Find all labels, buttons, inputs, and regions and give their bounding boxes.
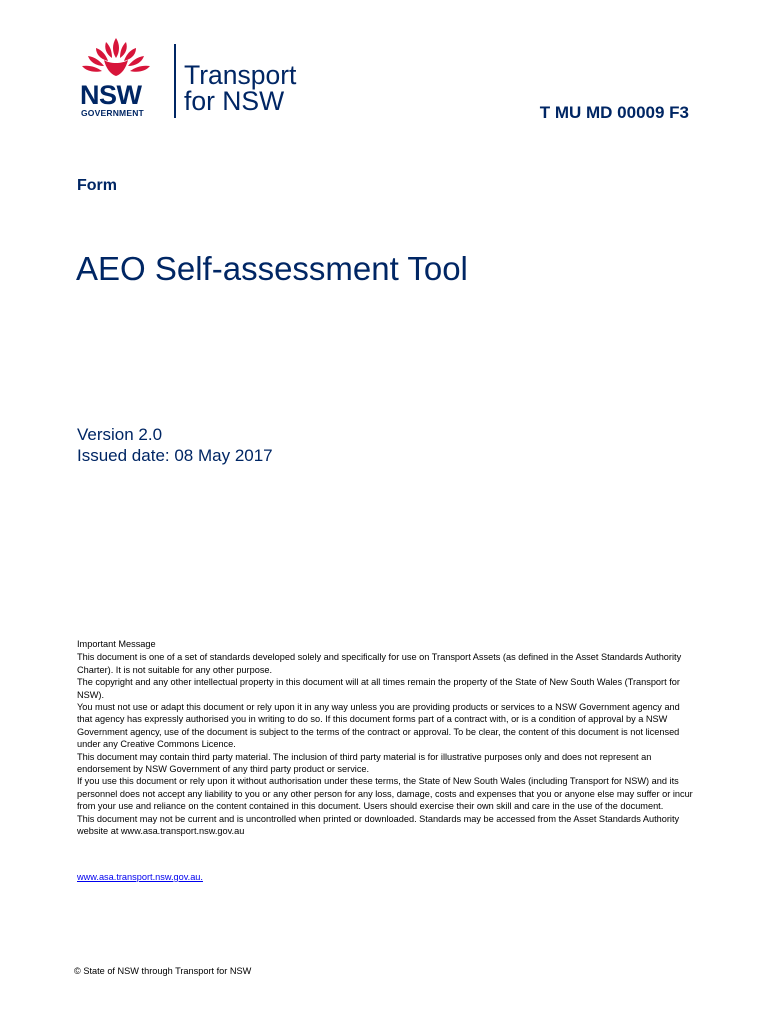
logo-government-text: GOVERNMENT [81,108,144,118]
version-text: Version 2.0 [77,425,163,444]
asa-website-link[interactable]: www.asa.transport.nsw.gov.au. [77,872,203,882]
document-code: T MU MD 00009 F3 [539,103,689,122]
document-meta [77,424,273,466]
nsw-transport-logo [76,36,336,120]
issued-date-text: Issued date: 08 May 2017 [77,446,273,465]
copyright-footer: © State of NSW through Transport for NSW [74,966,252,976]
important-paragraph: This document may not be current and is uncontrolled when printed or downloaded. Standards may be accessed from the Asset Standards Authority website at www.asa.transport.nsw.gov.au [77,813,680,837]
logo-divider [174,44,176,118]
document-type: Form [77,177,117,194]
important-message [77,638,697,838]
important-paragraph: If you use this document or rely upon it without authorisation under these terms, the State of New South Wales (including Transport for NSW) and its personnel does not accept any liability to you or any other person for any loss, damage, costs and expenses that you or anyone else may suffer or incur from your use and reliance on the content contained in this document. Users should exercise their own skill and care in the use of the document. [77,776,693,812]
important-message-heading: Important Message [77,639,156,649]
logo-name-line1: Transport [184,60,297,90]
logo-nsw-text: NSW [80,80,142,110]
important-paragraph: This document may contain third party material. The inclusion of third party material is for illustrative purposes only and does not represent an endorsement by NSW Government of any third party product or service. [77,751,652,775]
important-paragraph: This document is one of a set of standards developed solely and specifically for use on Transport Assets (as defined in the Asset Standards Authority Charter). It is not suitable for any other purpose. [77,652,682,675]
page-title: AEO Self-assessment Tool [76,250,468,287]
important-paragraph: You must not use or adapt this document or rely upon it in any way unless you are providing products or services to a NSW Government agency and that agency has expressly authorised you in writing to do so. If this document forms part of a contract with, or is a condition of approval by a NSW Government agency, use of the document is subject to the terms of the contract or approval. To be clear, the content of this document is not licensed under any Creative Commons Licence. [77,702,680,750]
logo-transport-name [184,62,296,114]
important-paragraph: The copyright and any other intellectual property in this document will at all times remain the property of the State of New South Wales (Transport for NSW). [77,677,680,700]
logo-name-line2: for NSW [184,86,285,116]
